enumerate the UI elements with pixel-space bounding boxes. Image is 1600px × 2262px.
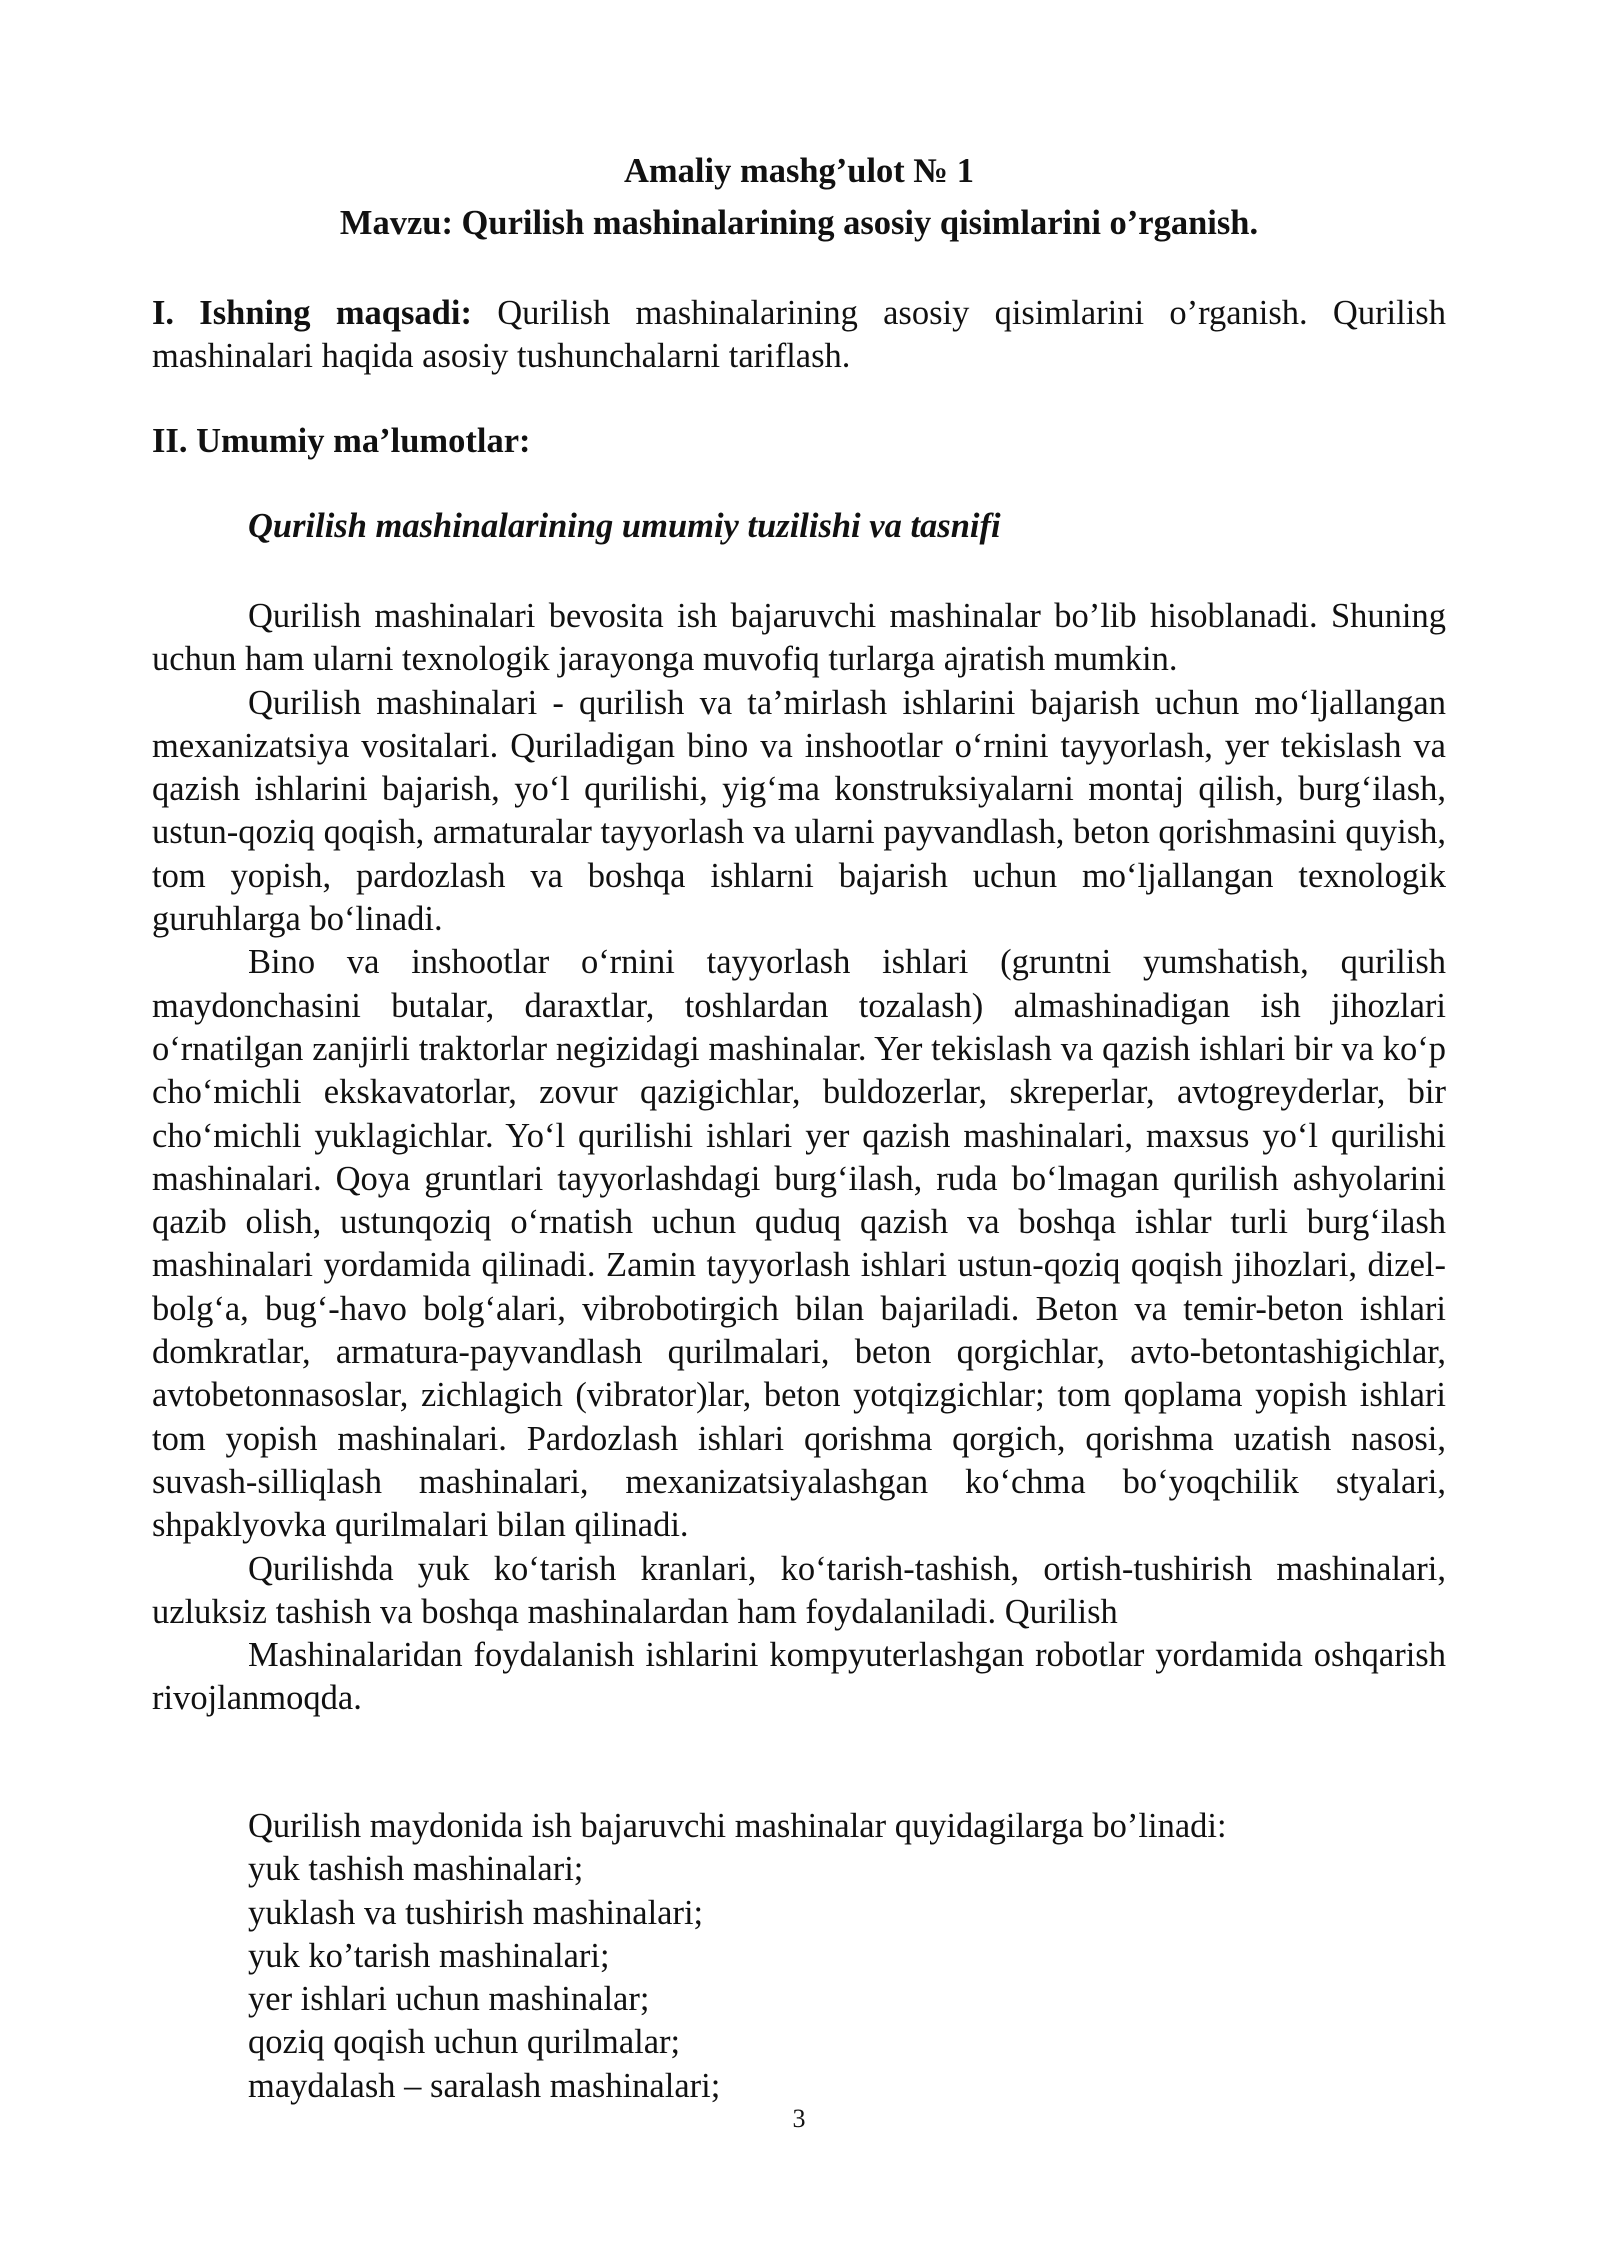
list-item: yer ishlari uchun mashinalar;	[248, 1980, 650, 2019]
paragraph: Mashinalaridan foydalanish ishlarini kompyuterlashgan robotlar yordamida oshqarish rivojlanmoqda.	[152, 1636, 1446, 1718]
section-goal-text: Qurilish mashinalarining asosiy qisimlarini o’rganish. Qurilish mashinalari haqida asosiy tushunchalarni tariflash.	[152, 294, 1446, 376]
subheading: Qurilish mashinalarining umumiy tuzilishi va tasnifi	[248, 507, 1001, 545]
list-item: yuklash va tushirish mashinalari;	[248, 1893, 704, 1932]
page-title: Amaliy mashg’ulot № 1	[624, 152, 974, 190]
list-item: yuk tashish mashinalari;	[248, 1850, 584, 1889]
list-item: qoziq qoqish uchun qurilmalar;	[248, 2023, 681, 2062]
paragraph: Qurilish mashinalari bevosita ish bajaruvchi mashinalar bo’lib hisoblanadi. Shuning uchun ham ularni texnologik jarayonga muvofiq turlarga ajratish mumkin.	[152, 597, 1446, 679]
section-general-heading: II. Umumiy ma’lumotlar:	[152, 422, 531, 460]
list-intro: Qurilish maydonida ish bajaruvchi mashinalar quyidagilarga bo’linadi:	[248, 1807, 1227, 1845]
document-page	[152, 0, 1446, 2262]
list-item: yuk ko’tarish mashinalari;	[248, 1936, 610, 1975]
paragraph: Qurilishda yuk ko‘tarish kranlari, ko‘tarish-tashish, ortish-tushirish mashinalari, uzluksiz tashish va boshqa mashinalardan ham foydalaniladi. Qurilish	[152, 1549, 1446, 1631]
page-subtitle: Mavzu: Qurilish mashinalarining asosiy qisimlarini o’rganish.	[339, 204, 1259, 242]
page-number: 3	[792, 2104, 806, 2133]
paragraph: Bino va inshootlar o‘rnini tayyorlash ishlari (gruntni yumshatish, qurilish maydonchasini butalar, daraxtlar, toshlardan tozalash) almashinadigan ish jihozlari o‘rnatilgan zanjirli traktorlar negizidagi mashinalar. Yer tekislash va qazish ishlari bir va ko‘p cho‘michli ekskavatorlar, zovur qazigichlar, buldozerlar, skreperlar, avtogreyderlar, bir cho‘michli yuklagichlar. Yo‘l qurilishi ishlari yer qazish mashinalari, maxsus yo‘l qurilishi mashinalari. Qoya gruntlari tayyorlashdagi burg‘ilash, ruda bo‘lmagan qurilish ashyolarini qazib olish, ustunqoziq o‘rnatish uchun quduq qazish va boshqa ishlar turli burg‘ilash mashinalari yordamida qilinadi. Zamin tayyorlash ishlari ustun-qoziq qoqish jihozlari, dizel-bolg‘a, bug‘-havo bolg‘alari, vibrobotirgich bilan bajariladi. Beton va temir-beton ishlari domkratlar, armatura-payvandlash qurilmalari, beton qorgichlar, avto-betontashigichlar, avtobetonnasoslar, zichlagich (vibrator)lar, beton yotqizgichlar; tom qoplama yopish ishlari tom yopish mashinalari. Pardozlash ishlari qorishma qorgich, qorishma uzatish nasosi, suvash-silliqlash mashinalari, mexanizatsiyalashgan ko‘chma bo‘yoqchilik styalari, shpaklyovka qurilmalari bilan qilinadi.	[152, 943, 1446, 1545]
paragraph: Qurilish mashinalari - qurilish va ta’mirlash ishlarini bajarish uchun mo‘ljallangan mexanizatsiya vositalari. Quriladigan bino va inshootlar o‘rnini tayyorlash, yer tekislash va qazish ishlarini bajarish, yo‘l qurilishi, yig‘ma konstruksiyalarni montaj qilish, burg‘ilash, ustun-qoziq qoqish, armaturalar tayyorlash va ularni payvandlash, beton qorishmasini quyish, tom yopish, pardozlash va boshqa ishlarni bajarish uchun mo‘ljallangan texnologik guruhlarga bo‘linadi.	[152, 683, 1446, 939]
section-goal-label: I. Ishning maqsadi:	[152, 294, 472, 332]
machine-list	[248, 1805, 1227, 2108]
section-goal	[152, 292, 1446, 379]
body-text	[152, 595, 1446, 1721]
list-item: maydalash – saralash mashinalari;	[248, 2066, 721, 2105]
